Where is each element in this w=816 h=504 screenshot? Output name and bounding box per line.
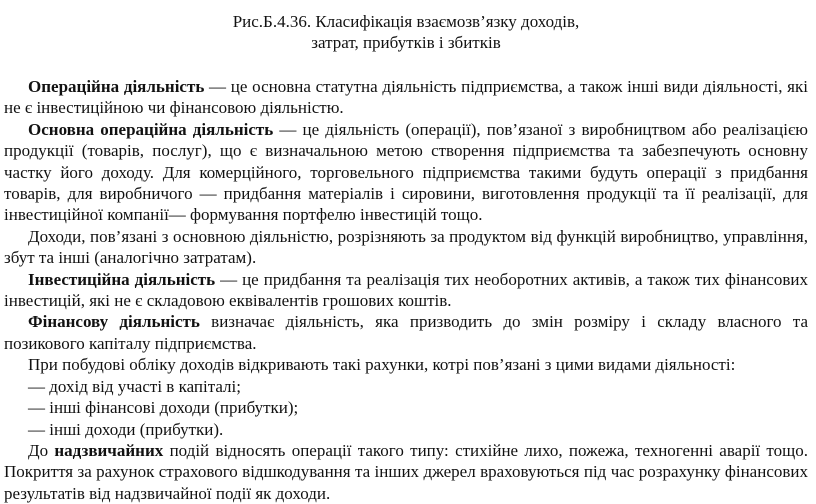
paragraph-lead: До bbox=[28, 440, 55, 460]
paragraph-accounts: При побудові обліку доходів відкривають такі рахунки, котрі пов’язані з цими видами діяльності: bbox=[28, 355, 736, 375]
list-item: — дохід від участі в капіталі; bbox=[28, 376, 241, 396]
paragraph-text: — це діяльність (операції), пов’язаної з виробництвом або реалізацією продукції (товарів, послуг), що є визначальною метою створення підприємства та забезпечують основну частку його доходу. Для комерційного, торговельного підприємства такими будуть операції з придбання товарів, для виробничого — придбання матеріалів і сировини, виготовлення продукції та її реалізації, для інвестиційної компанії— формування портфелю інвестицій тощо. bbox=[4, 119, 808, 225]
document-body bbox=[4, 76, 808, 504]
list-item: — інші фінансові доходи (прибутки); bbox=[28, 398, 299, 418]
term-main-operating-activity: Основна операційна діяльність bbox=[28, 119, 274, 139]
paragraph-extraordinary bbox=[4, 440, 808, 504]
paragraph-text: — це основна статутна діяльність підприємства, а також інші види діяльності, які не є інвестиційною чи фінансовою діяльністю. bbox=[4, 77, 808, 118]
caption-line-2: затрат, прибутків і збитків bbox=[311, 33, 501, 52]
term-extraordinary: надзвичайних bbox=[54, 440, 164, 460]
term-financial-activity: Фінансову діяльність bbox=[28, 312, 200, 332]
paragraph-operating-activity bbox=[4, 76, 808, 119]
term-investment-activity: Інвестиційна діяльність bbox=[28, 269, 216, 289]
caption-line-1: Рис.Б.4.36. Класифікація взаємозв’язку доходів, bbox=[232, 12, 580, 31]
paragraph-financial-activity bbox=[4, 311, 808, 354]
paragraph-text: визначає діяльність, яка призводить до змін розміру і складу власного та позикового капіталу підприємства. bbox=[4, 312, 808, 353]
paragraph-income-main-activity: Доходи, пов’язані з основною діяльністю, розрізняють за продуктом від функцій виробництво, управління, збут та інші (аналогічно затратам). bbox=[4, 226, 808, 268]
term-operating-activity: Операційна діяльність bbox=[28, 77, 205, 96]
paragraph-investment-activity bbox=[4, 269, 808, 312]
paragraph-text: подій відносять операції такого типу: стихійне лихо, пожежа, техногенні аварії тощо. Покриття за рахунок страхового відшкодування та інших джерел враховуються під час розрахунку фінансових результатів від надзвичайної події як доходи. bbox=[4, 440, 808, 503]
paragraph-main-operating-activity bbox=[4, 119, 808, 226]
paragraph-text: — це придбання та реалізація тих необоротних активів, а також тих фінансових інвестицій, які не є складовою еквівалентів грошових коштів. bbox=[4, 269, 808, 311]
list-item: — інші доходи (прибутки). bbox=[28, 419, 224, 439]
figure-caption bbox=[4, 0, 808, 53]
